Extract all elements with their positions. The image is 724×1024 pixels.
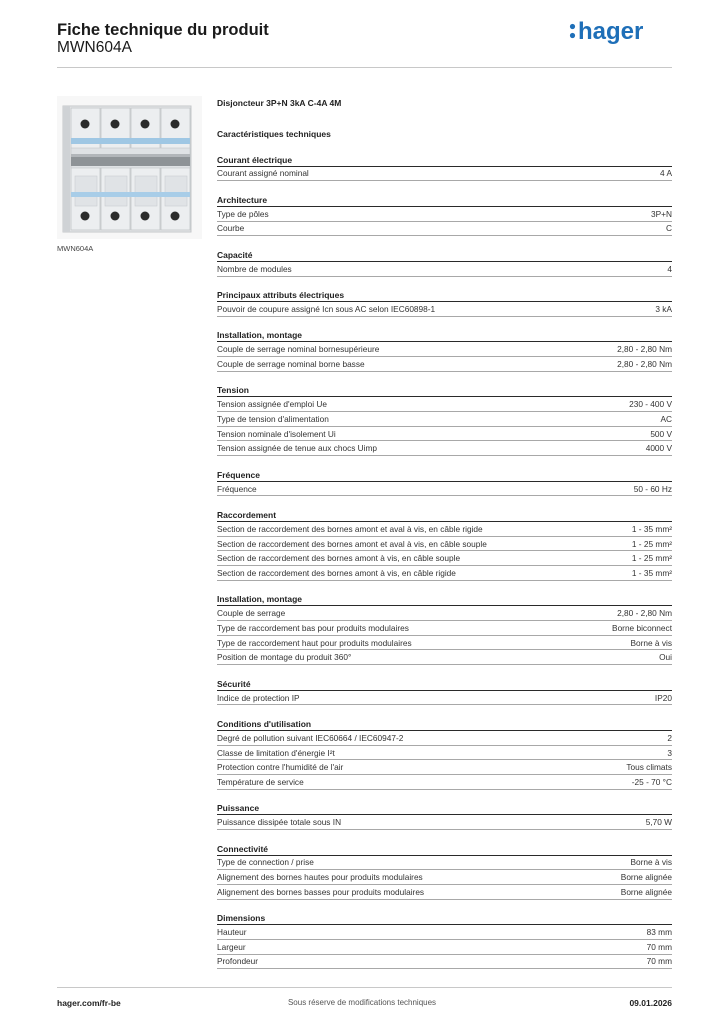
spec-value: 2,80 - 2,80 Nm [617,344,672,355]
spec-group-title: Principaux attributs électriques [217,289,672,302]
spec-group-title: Connectivité [217,843,672,856]
spec-row [217,691,672,706]
spec-row [217,760,672,775]
spec-value: 3P+N [651,208,672,219]
spec-value: -25 - 70 °C [631,776,672,787]
spec-value: 50 - 60 Hz [633,483,672,494]
spec-value: 70 mm [646,941,672,952]
spec-sheet [217,98,672,969]
spec-value: Oui [659,652,672,663]
spec-value: IP20 [654,692,672,703]
footer-notice: Sous réserve de modifications techniques [287,998,437,1007]
spec-label: Puissance dissipée totale sous IN [217,817,342,828]
product-code: MWN604A [57,39,132,56]
spec-label: Type de raccordement bas pour produits modulaires [217,622,409,633]
spec-group-title: Capacité [217,249,672,262]
spec-row [217,885,672,900]
spec-label: Tension nominale d'isolement Ui [217,428,336,439]
spec-row [217,551,672,566]
section-heading: Caractéristiques techniques [217,129,331,139]
spec-group-title: Puissance [217,802,672,815]
spec-row [217,746,672,761]
spec-value: 4000 V [645,443,672,454]
spec-label: Largeur [217,941,246,952]
spec-value: 1 - 35 mm² [631,567,672,578]
spec-row [217,940,672,955]
spec-row [217,482,672,497]
spec-label: Couple de serrage nominal bornesupérieure [217,344,380,355]
spec-label: Position de montage du produit 360° [217,652,352,663]
spec-label: Section de raccordement des bornes amont à vis, en câble souple [217,553,461,564]
spec-value: 230 - 400 V [629,399,672,410]
spec-row [217,207,672,222]
product-image [57,96,202,239]
spec-label: Degré de pollution suivant IEC60664 / IEC60947-2 [217,732,404,743]
spec-group-title: Installation, montage [217,593,672,606]
spec-label: Profondeur [217,956,259,967]
spec-value: 4 A [660,168,672,179]
spec-row [217,870,672,885]
spec-value: Borne alignée [620,886,672,897]
spec-value: 5,70 W [645,817,672,828]
footer-divider [57,987,672,988]
spec-value: 1 - 35 mm² [631,523,672,534]
spec-row [217,925,672,940]
spec-label: Indice de protection IP [217,692,300,703]
spec-label: Fréquence [217,483,257,494]
spec-label: Hauteur [217,927,247,938]
spec-group-title: Dimensions [217,912,672,925]
spec-label: Alignement des bornes hautes pour produits modulaires [217,872,423,883]
spec-row [217,222,672,237]
spec-label: Protection contre l'humidité de l'air [217,762,344,773]
spec-label: Couple de serrage nominal borne basse [217,358,365,369]
spec-label: Type de raccordement haut pour produits modulaires [217,637,412,648]
spec-value: 4 [667,263,672,274]
spec-row [217,955,672,970]
spec-row [217,566,672,581]
spec-value: 1 - 25 mm² [631,553,672,564]
spec-label: Section de raccordement des bornes amont et aval à vis, en câble rigide [217,523,483,534]
spec-row [217,342,672,357]
spec-group-title: Architecture [217,194,672,207]
hager-logo [569,16,655,46]
spec-value: 70 mm [646,956,672,967]
spec-label: Tension assignée de tenue aux chocs Uimp [217,443,378,454]
spec-label: Classe de limitation d'énergie I²t [217,747,335,758]
spec-value: Borne à vis [630,857,672,868]
spec-group-title: Conditions d'utilisation [217,718,672,731]
spec-label: Alignement des bornes basses pour produits modulaires [217,886,425,897]
product-title: Disjoncteur 3P+N 3kA C-4A 4M [217,98,342,108]
spec-group-title: Fréquence [217,469,672,482]
spec-group-title: Tension [217,384,672,397]
header-divider [57,67,672,68]
spec-label: Courbe [217,223,245,234]
spec-value: Borne à vis [630,637,672,648]
spec-label: Pouvoir de coupure assigné Icn sous AC selon IEC60898-1 [217,303,436,314]
svg-text:hager: hager [578,18,644,45]
spec-group-title: Courant électrique [217,154,672,167]
spec-label: Type de pôles [217,208,269,219]
spec-row [217,815,672,830]
spec-group-title: Installation, montage [217,329,672,342]
spec-label: Section de raccordement des bornes amont et aval à vis, en câble souple [217,538,487,549]
spec-value: 1 - 25 mm² [631,538,672,549]
spec-value: 2 [667,732,672,743]
spec-row [217,441,672,456]
spec-label: Température de service [217,776,304,787]
spec-row [217,397,672,412]
page-title: Fiche technique du produit [57,21,269,39]
spec-label: Nombre de modules [217,263,292,274]
spec-value: Borne alignée [620,872,672,883]
spec-row [217,167,672,182]
spec-label: Couple de serrage [217,608,286,619]
spec-value: Borne biconnect [612,622,672,633]
spec-group-title: Raccordement [217,509,672,522]
spec-label: Type de connection / prise [217,857,314,868]
spec-row [217,856,672,871]
spec-row [217,522,672,537]
spec-row [217,606,672,621]
spec-row [217,775,672,790]
spec-value: AC [660,413,672,424]
spec-groups [217,154,672,970]
spec-row [217,357,672,372]
spec-label: Section de raccordement des bornes amont à vis, en câble rigide [217,567,456,578]
spec-row [217,262,672,277]
spec-value: 500 V [650,428,672,439]
spec-row [217,427,672,442]
spec-row [217,650,672,665]
spec-group-title: Sécurité [217,678,672,691]
footer-date: 09.01.2026 [629,998,672,1008]
spec-row [217,537,672,552]
spec-row [217,636,672,651]
spec-row [217,621,672,636]
spec-row [217,731,672,746]
spec-label: Courant assigné nominal [217,168,309,179]
spec-value: 83 mm [646,927,672,938]
spec-row [217,412,672,427]
product-image-caption: MWN604A [57,244,94,253]
spec-value: 3 [667,747,672,758]
spec-label: Tension assignée d'emploi Ue [217,399,327,410]
spec-value: Tous climats [626,762,672,773]
spec-value: 3 kA [655,303,672,314]
footer-website-link[interactable]: hager.com/fr-be [57,998,121,1008]
spec-label: Type de tension d'alimentation [217,413,329,424]
spec-value: C [666,223,672,234]
spec-value: 2,80 - 2,80 Nm [617,608,672,619]
spec-value: 2,80 - 2,80 Nm [617,358,672,369]
spec-row [217,302,672,317]
